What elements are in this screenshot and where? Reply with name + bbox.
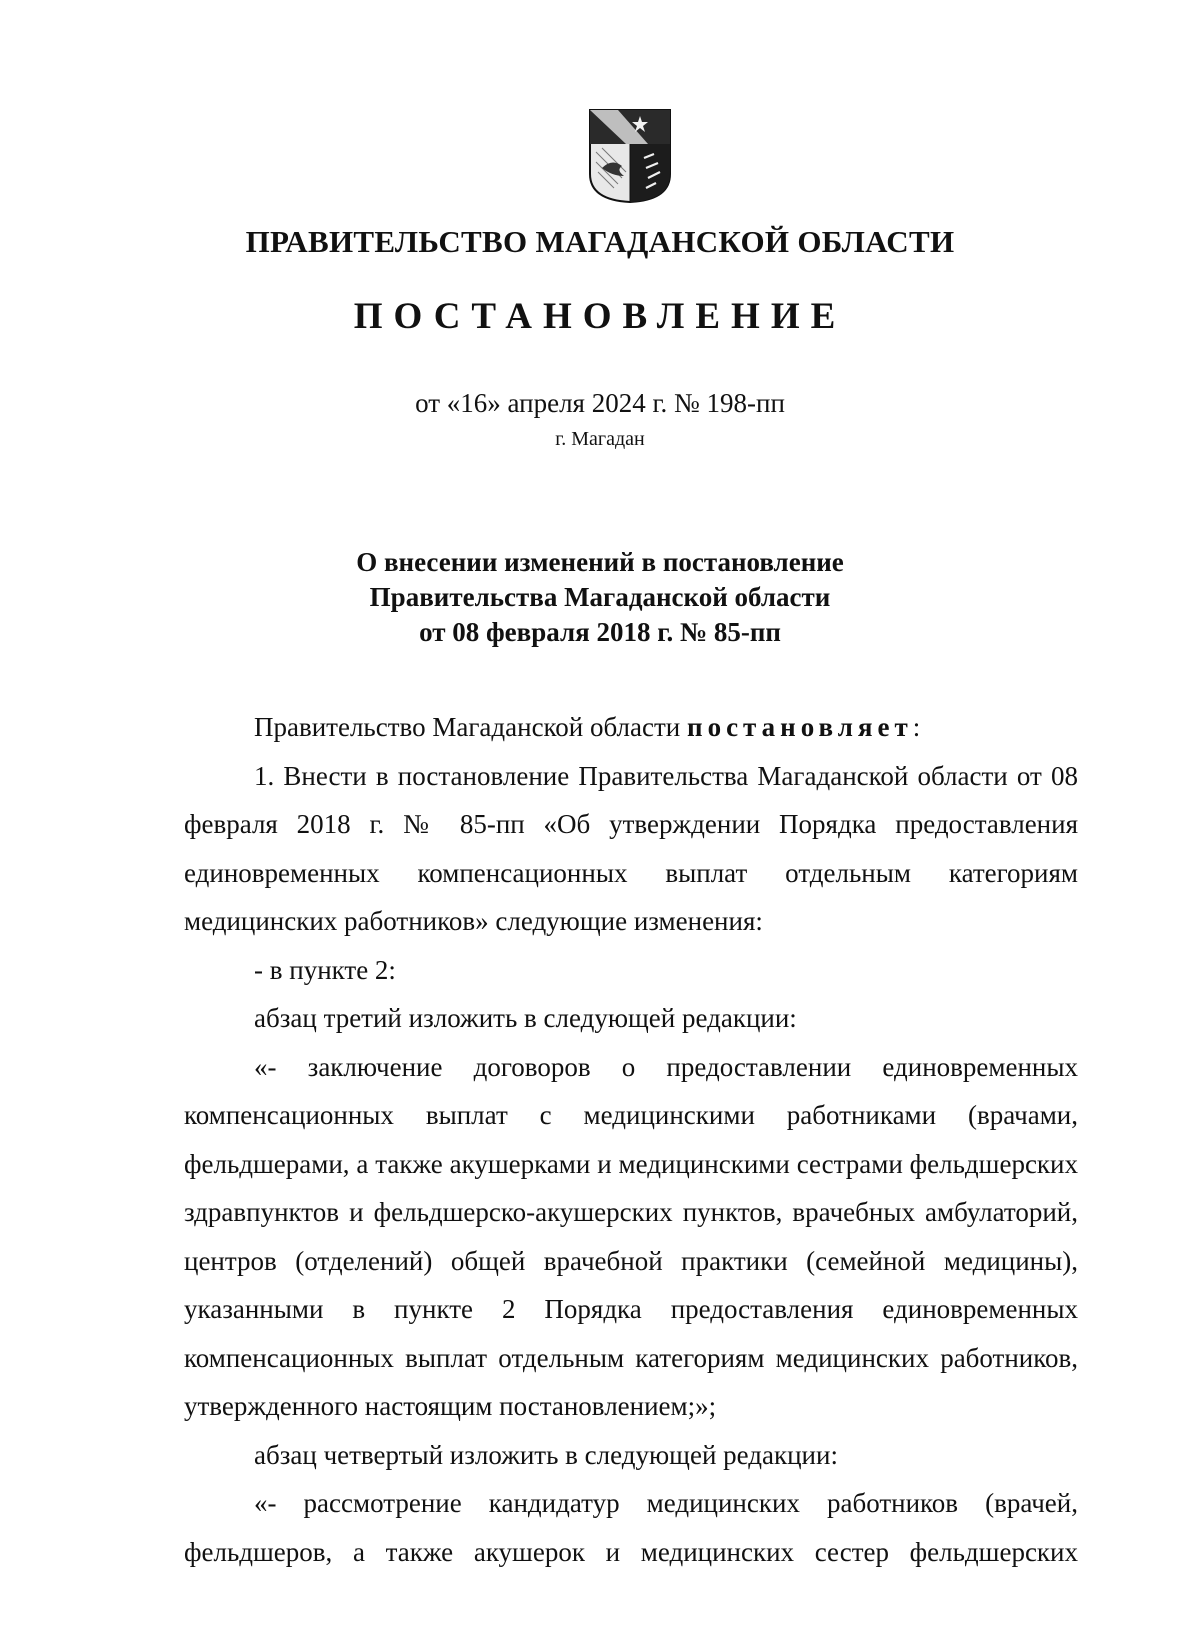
paragraph-5: абзац четвертый изложить в следующей редакции:	[254, 1439, 838, 1470]
subject-line-3: от 08 февраля 2018 г. № 85-пп	[419, 617, 781, 647]
document-subject	[0, 545, 1200, 650]
document-city: г. Магадан	[555, 428, 645, 450]
government-title: ПРАВИТЕЛЬСТВО МАГАДАНСКОЙ ОБЛАСТИ	[245, 224, 955, 259]
document-body	[184, 703, 1078, 1576]
paragraph-4: «- заключение договоров о предоставлении единовременных компенсационных выплат с медицинскими работниками (врачами, фельдшерами, а также акушерками и медицинскими сестрами фельдшерских здравпунктов и фельдшерско-акушерских пунктов, врачебных амбулаторий, центров (отделений) общей врачебной практики (семейной медицины), указанными в пункте 2 Порядка предоставления единовременных компенсационных выплат отдельным категориям медицинских работников, утвержденного настоящим постановлением;»;	[184, 1051, 1078, 1421]
intro-paragraph	[184, 703, 1078, 752]
subject-line-2: Правительства Магаданской области	[369, 582, 831, 612]
intro-action-word: постановляет	[687, 712, 913, 742]
subject-line-1: О внесении изменений в постановление	[356, 547, 844, 577]
paragraph-1: 1. Внести в постановление Правительства Магаданской области от 08 февраля 2018 г. № 85-пп «Об утверждении Порядка предоставления единовременных компенсационных выплат отдельным категориям медицинских работников» следующие изменения:	[184, 760, 1078, 936]
paragraph-2: - в пункте 2:	[254, 954, 396, 985]
document-type: ПОСТАНОВЛЕНИЕ	[353, 296, 847, 337]
paragraph-6: «- рассмотрение кандидатур медицинских работников (врачей, фельдшеров, а также акушерок и медицинских сестер фельдшерских	[184, 1488, 1078, 1567]
coat-of-arms-icon	[588, 108, 672, 204]
intro-text: Правительство Магаданской области	[254, 712, 688, 742]
document-date-number: от «16» апреля 2024 г. № 198-пп	[415, 388, 785, 418]
paragraph-3: абзац третий изложить в следующей редакции:	[254, 1003, 797, 1033]
intro-colon: :	[912, 712, 921, 742]
